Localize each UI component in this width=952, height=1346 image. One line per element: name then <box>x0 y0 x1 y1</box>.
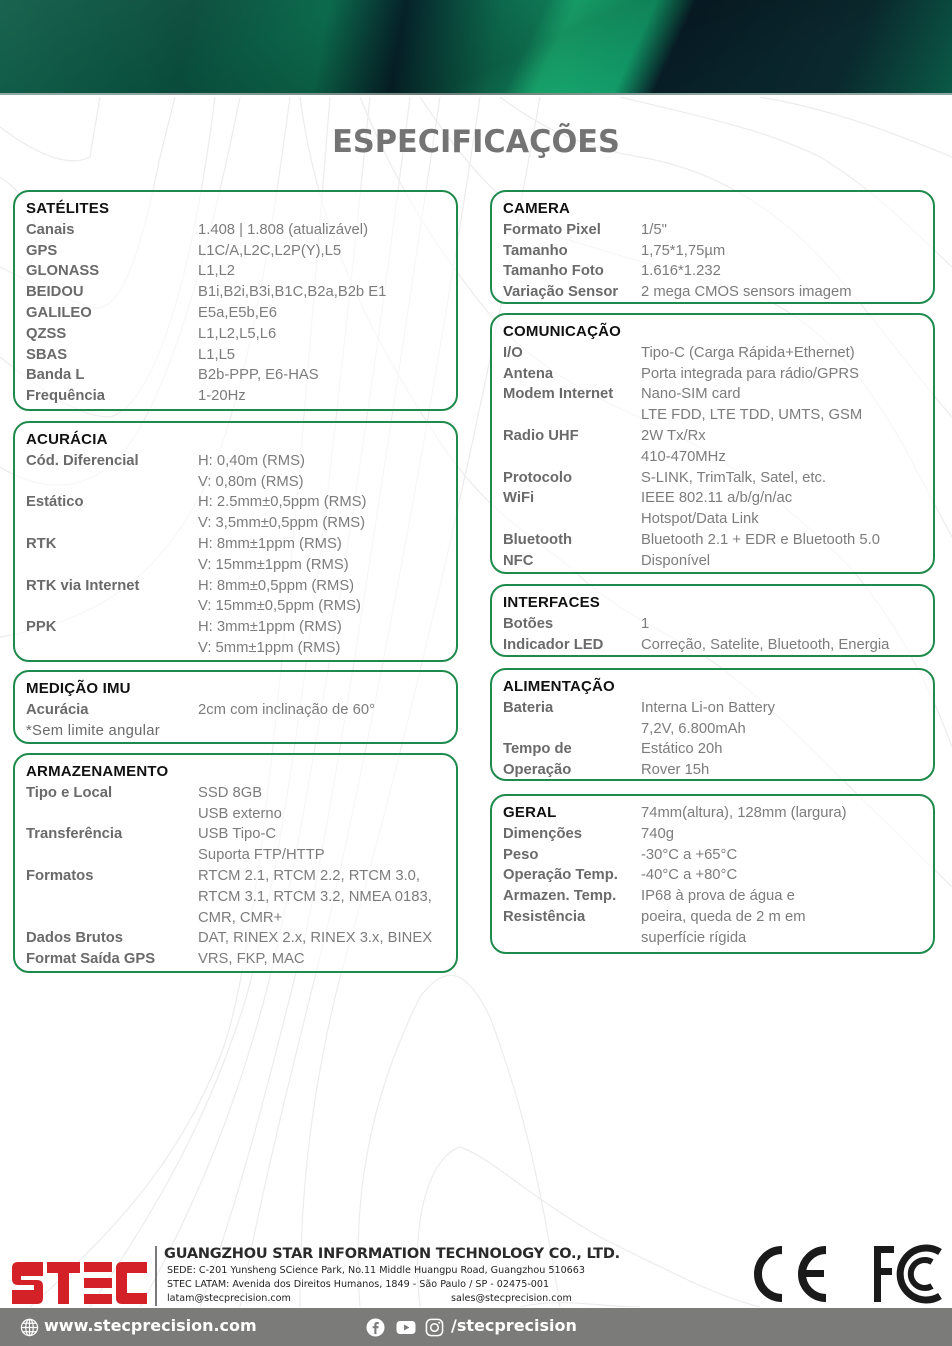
spec-label: Dimenções <box>503 825 582 842</box>
spec-label: Banda L <box>26 367 85 384</box>
spec-value: Bluetooth 2.1 + EDR e Bluetooth 5.0 <box>641 531 880 548</box>
spec-value: V: 5mm±1ppm (RMS) <box>198 639 341 656</box>
spec-row <box>26 261 456 282</box>
section-title: ARMAZENAMENTO <box>26 763 169 780</box>
section-camera <box>490 190 935 304</box>
section-alimentacao <box>490 668 935 781</box>
globe-icon <box>20 1318 39 1337</box>
spec-label: BEIDOU <box>26 284 84 301</box>
spec-value: L1,L2,L5,L6 <box>198 325 277 342</box>
address-hq: SEDE: C-201 Yunsheng SCience Park, No.11 Middle Huangpu Road, Guangzhou 510663 <box>167 1265 585 1276</box>
spec-value: L1,L2 <box>198 263 236 280</box>
spec-row <box>26 345 456 366</box>
spec-value: V: 15mm±1ppm (RMS) <box>198 556 349 573</box>
address-latam: STEC LATAM: Avenida dos Direitos Humanos, 1849 - São Paulo / SP - 02475-001 <box>167 1279 550 1290</box>
email-sales[interactable]: sales@stecprecision.com <box>451 1293 572 1304</box>
spec-label <box>503 928 641 949</box>
spec-row <box>26 866 456 887</box>
spec-value: USB externo <box>198 805 282 822</box>
spec-label: Tamanho Foto <box>503 263 604 280</box>
spec-row <box>26 451 456 472</box>
spec-value: 1/5" <box>641 221 667 238</box>
spec-label: PPK <box>26 619 57 636</box>
section-interfaces <box>490 584 935 657</box>
spec-value: 410-470MHz <box>641 448 726 465</box>
spec-value: H: 2.5mm±0,5ppm (RMS) <box>198 494 367 511</box>
spec-row <box>503 509 933 530</box>
spec-label <box>26 472 198 493</box>
spec-row <box>503 447 933 468</box>
spec-row <box>503 261 933 282</box>
spec-row <box>503 405 933 426</box>
spec-value: 7,2V, 6.800mAh <box>641 720 746 737</box>
spec-row <box>503 384 933 405</box>
spec-row <box>503 551 933 572</box>
section-comunicacao <box>490 313 935 574</box>
spec-label: Canais <box>26 221 75 238</box>
spec-row <box>503 614 933 635</box>
spec-row <box>503 698 933 719</box>
spec-label: Variação Sensor <box>503 284 619 301</box>
spec-label: NFC <box>503 552 534 569</box>
spec-value: IEEE 802.11 a/b/g/n/ac <box>641 490 793 507</box>
spec-row <box>503 468 933 489</box>
spec-label <box>503 447 641 468</box>
spec-label <box>26 596 198 617</box>
section-geral <box>490 794 935 954</box>
spec-value: CMR, CMR+ <box>198 909 283 926</box>
facebook-icon[interactable] <box>366 1318 385 1337</box>
spec-value: L1C/A,L2C,L2P(Y),L5 <box>198 242 342 259</box>
spec-value: Hotspot/Data Link <box>641 511 759 528</box>
spec-row <box>26 513 456 534</box>
spec-row <box>26 386 456 407</box>
spec-row <box>503 719 933 740</box>
spec-row <box>26 576 456 597</box>
spec-value: V: 3,5mm±0,5ppm (RMS) <box>198 515 366 532</box>
youtube-icon[interactable] <box>396 1318 416 1337</box>
spec-label: Radio UHF <box>503 427 579 444</box>
spec-label: Cód. Diferencial <box>26 452 139 469</box>
spec-label <box>503 509 641 530</box>
spec-value: Estático 20h <box>641 741 723 758</box>
section-acuracia <box>13 421 458 662</box>
spec-row <box>503 364 933 385</box>
spec-label: Transferência <box>26 826 123 843</box>
spec-label <box>26 887 198 908</box>
section-title: CAMERA <box>503 200 571 217</box>
spec-row <box>26 845 456 866</box>
spec-row <box>26 596 456 617</box>
spec-label: Antena <box>503 365 554 382</box>
spec-row <box>26 887 456 908</box>
spec-value: Correção, Satelite, Bluetooth, Energia <box>641 636 890 653</box>
company-name: GUANGZHOU STAR INFORMATION TECHNOLOGY CO., LTD. <box>164 1246 620 1262</box>
footer-divider <box>155 1246 157 1306</box>
spec-row <box>26 617 456 638</box>
spec-label: RTK via Internet <box>26 577 140 594</box>
spec-row <box>503 824 933 845</box>
spec-value: Tipo-C (Carga Rápida+Ethernet) <box>641 344 855 361</box>
spec-label: Botões <box>503 615 554 632</box>
spec-value: 1.408 | 1.808 (atualizável) <box>198 221 369 238</box>
spec-row <box>503 845 933 866</box>
spec-row <box>26 365 456 386</box>
section-title: COMUNICAÇÃO <box>503 323 622 340</box>
spec-label: GLONASS <box>26 263 100 280</box>
spec-label: Modem Internet <box>503 386 614 403</box>
spec-label <box>26 845 198 866</box>
spec-row <box>503 739 933 760</box>
spec-value: 1.616*1.232 <box>641 263 721 280</box>
spec-label: Protocolo <box>503 469 573 486</box>
email-latam[interactable]: latam@stecprecision.com <box>167 1293 291 1304</box>
spec-row <box>503 635 933 656</box>
spec-row <box>26 700 456 721</box>
stec-logo <box>12 1262 147 1304</box>
spec-row <box>26 220 456 241</box>
spec-label: GALILEO <box>26 304 92 321</box>
website-link[interactable]: www.stecprecision.com <box>44 1316 257 1335</box>
spec-label: Peso <box>503 846 539 863</box>
section-armazenamento <box>13 753 458 973</box>
spec-row <box>26 638 456 659</box>
spec-value: 74mm(altura), 128mm (largura) <box>641 805 847 821</box>
spec-value: RTCM 2.1, RTCM 2.2, RTCM 3.0, <box>198 867 421 884</box>
spec-row <box>26 534 456 555</box>
spec-label: *Sem limite angular <box>26 722 160 739</box>
spec-row <box>503 928 933 949</box>
spec-label: Bluetooth <box>503 531 573 548</box>
spec-label: Formatos <box>26 867 94 884</box>
section-title: ACURÁCIA <box>26 431 108 448</box>
spec-label: Armazen. Temp. <box>503 888 617 905</box>
spec-label: I/O <box>503 344 523 361</box>
spec-row <box>26 555 456 576</box>
spec-label: Resistência <box>503 908 586 925</box>
spec-row <box>26 492 456 513</box>
spec-value: V: 0,80m (RMS) <box>198 473 304 490</box>
spec-row <box>26 303 456 324</box>
spec-value: H: 8mm±0,5ppm (RMS) <box>198 577 355 594</box>
section-title: MEDIÇÃO IMU <box>26 680 131 697</box>
spec-value: LTE FDD, LTE TDD, UMTS, GSM <box>641 407 863 424</box>
spec-label: Dados Brutos <box>26 930 124 947</box>
spec-value: Suporta FTP/HTTP <box>198 847 325 864</box>
spec-row <box>503 886 933 907</box>
spec-row <box>503 530 933 551</box>
spec-row <box>26 949 456 970</box>
spec-value: Interna Li-on Battery <box>641 699 776 716</box>
spec-label: GPS <box>26 242 58 259</box>
spec-value: B2b-PPP, E6-HAS <box>198 367 319 384</box>
section-title: ALIMENTAÇÃO <box>503 678 615 695</box>
spec-row <box>26 472 456 493</box>
spec-row <box>503 343 933 364</box>
spec-value: H: 3mm±1ppm (RMS) <box>198 619 342 636</box>
instagram-icon[interactable] <box>425 1318 444 1337</box>
spec-value: 1-20Hz <box>198 388 246 405</box>
spec-value: V: 15mm±0,5ppm (RMS) <box>198 598 361 615</box>
social-handle-link[interactable]: /stecprecision <box>451 1316 577 1335</box>
spec-value: Rover 15h <box>641 762 710 779</box>
spec-row <box>503 907 933 928</box>
spec-label <box>503 719 641 740</box>
spec-row <box>26 928 456 949</box>
spec-value: poeira, queda de 2 m em <box>641 908 806 925</box>
spec-value: superfície rígida <box>641 929 747 946</box>
spec-value: Disponível <box>641 552 711 569</box>
spec-label: RTK <box>26 535 57 552</box>
spec-label: Tipo e Local <box>26 784 113 801</box>
spec-label: QZSS <box>26 325 67 342</box>
spec-value: H: 0,40m (RMS) <box>198 452 305 469</box>
spec-value: L1,L5 <box>198 346 236 363</box>
spec-value: 2 mega CMOS sensors imagem <box>641 284 852 301</box>
spec-value: S-LINK, TrimTalk, Satel, etc. <box>641 469 827 486</box>
spec-label <box>26 908 198 929</box>
spec-row <box>26 241 456 262</box>
spec-label: Operação <box>503 762 572 779</box>
spec-label: Estático <box>26 494 84 511</box>
spec-label: Tamanho <box>503 242 568 259</box>
spec-value: E5a,E5b,E6 <box>198 304 277 321</box>
spec-row <box>26 804 456 825</box>
section-title-row <box>503 803 933 824</box>
spec-label <box>26 804 198 825</box>
spec-row <box>503 488 933 509</box>
spec-label: Frequência <box>26 388 105 405</box>
spec-value: 2W Tx/Rx <box>641 427 706 444</box>
spec-row <box>503 426 933 447</box>
spec-label <box>26 513 198 534</box>
spec-value: 2cm com inclinação de 60° <box>198 701 375 718</box>
section-title: INTERFACES <box>503 594 601 611</box>
spec-row <box>26 783 456 804</box>
spec-value: -40°C a +80°C <box>641 867 738 884</box>
ce-mark-icon <box>746 1244 830 1304</box>
spec-value: IP68 à prova de água e <box>641 888 795 905</box>
spec-label: Tempo de <box>503 741 572 758</box>
spec-row <box>26 824 456 845</box>
spec-label: Formato Pixel <box>503 221 601 238</box>
spec-value: USB Tipo-C <box>198 826 277 843</box>
spec-row <box>503 241 933 262</box>
section-satelites <box>13 190 458 411</box>
spec-label: Indicador LED <box>503 636 604 653</box>
spec-value: 740g <box>641 825 674 842</box>
spec-label: WiFi <box>503 490 535 507</box>
spec-row <box>26 908 456 929</box>
spec-value: 1 <box>641 615 650 632</box>
spec-label: Operação Temp. <box>503 867 618 884</box>
spec-label <box>503 405 641 426</box>
spec-value: DAT, RINEX 2.x, RINEX 3.x, BINEX <box>198 930 433 947</box>
spec-value: -30°C a +65°C <box>641 846 738 863</box>
spec-row <box>503 282 933 303</box>
spec-label: Format Saída GPS <box>26 951 156 968</box>
spec-value: VRS, FKP, MAC <box>198 951 305 968</box>
spec-row <box>503 760 933 781</box>
header-banner-shade <box>0 0 952 95</box>
spec-label: Acurácia <box>26 701 89 718</box>
spec-value: 1,75*1,75µm <box>641 242 726 259</box>
spec-row <box>26 282 456 303</box>
page-title: ESPECIFICAÇÕES <box>332 124 620 160</box>
spec-label <box>26 555 198 576</box>
spec-value: B1i,B2i,B3i,B1C,B2a,B2b E1 <box>198 284 387 301</box>
spec-value: Nano-SIM card <box>641 386 741 403</box>
spec-label: Bateria <box>503 699 554 716</box>
fcc-mark-icon <box>872 1244 944 1304</box>
spec-value: H: 8mm±1ppm (RMS) <box>198 535 342 552</box>
spec-row <box>26 721 456 742</box>
spec-row <box>26 324 456 345</box>
spec-value: SSD 8GB <box>198 784 263 801</box>
spec-row <box>503 220 933 241</box>
spec-label: SBAS <box>26 346 68 363</box>
spec-value: RTCM 3.1, RTCM 3.2, NMEA 0183, <box>198 888 432 905</box>
section-medicao-imu <box>13 670 458 744</box>
spec-label <box>26 638 198 659</box>
spec-value: Porta integrada para rádio/GPRS <box>641 365 859 382</box>
spec-row <box>503 865 933 886</box>
section-title: SATÉLITES <box>26 200 110 217</box>
section-title: GERAL <box>503 804 557 821</box>
